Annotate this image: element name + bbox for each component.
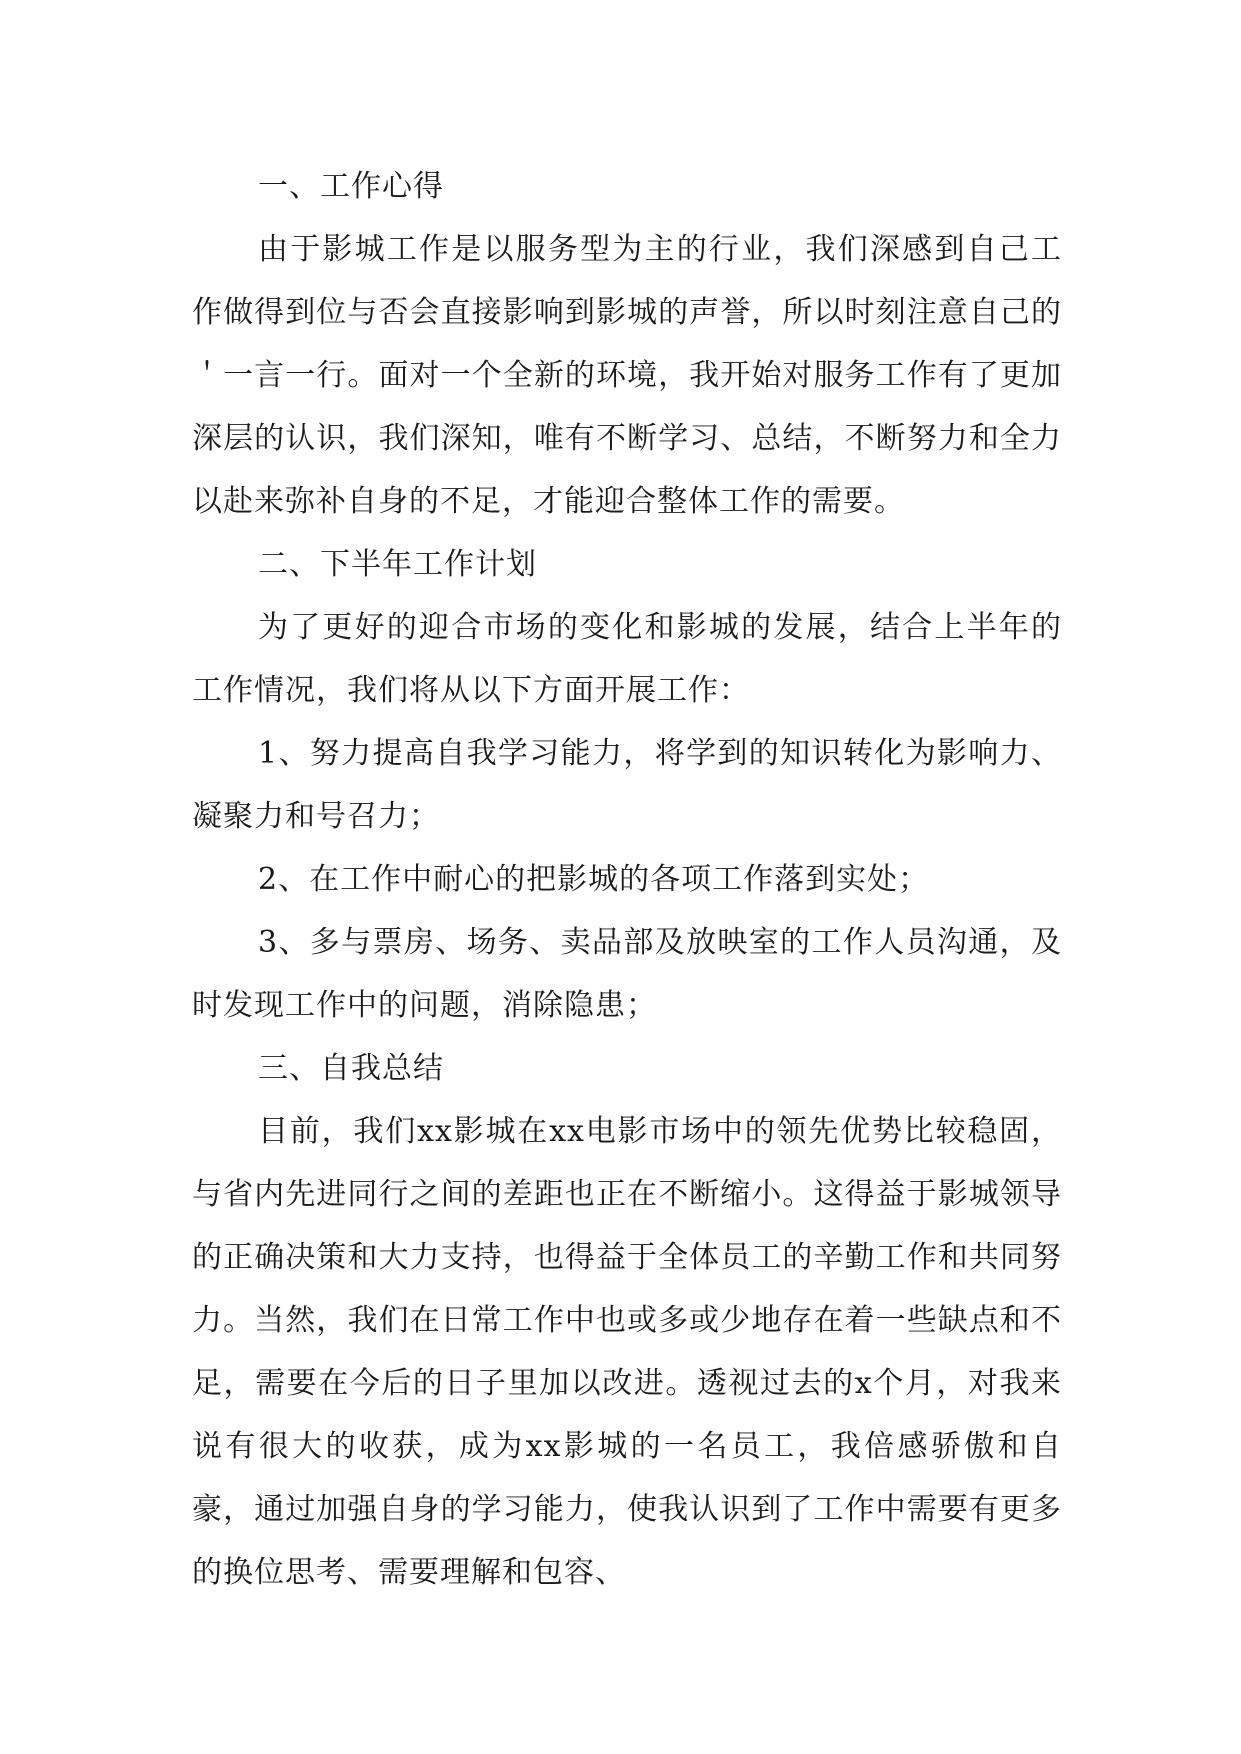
list-item-plan-3: 3、多与票房、场务、卖品部及放映室的工作人员沟通，及时发现工作中的问题，消除隐患；: [192, 925, 1062, 1023]
section-heading-self-summary: 三、自我总结: [258, 1051, 444, 1086]
list-item-plan-2: 2、在工作中耐心的把影城的各项工作落到实处；: [258, 862, 930, 897]
section-heading-second-half-plan: 二、下半年工作计划: [258, 547, 537, 582]
paragraph-self-summary: 目前，我们xx影城在xx电影市场中的领先优势比较稳固，与省内先进同行之间的差距也正在不断缩小。这得益于影城领导的正确决策和大力支持，也得益于全体员工的辛勤工作和共同努力。当然，我们在日常工作中也或多或少地存在着一些缺点和不足，需要在今后的日子里加以改进。透视过去的x个月，对我来说有很大的收获，成为xx影城的一名员工，我倍感骄傲和自豪，通过加强自身的学习能力，使我认识到了工作中需要有更多的换位思考、需要理解和包容、: [192, 1114, 1062, 1590]
paragraph-work-insights: 由于影城工作是以服务型为主的行业，我们深感到自己工作做得到位与否会直接影响到影城的声誉，所以时刻注意自己的＇一言一行。面对一个全新的环境，我开始对服务工作有了更加深层的认识，我们深知，唯有不断学习、总结，不断努力和全力以赴来弥补自身的不足，才能迎合整体工作的需要。: [192, 232, 1062, 519]
paragraph-plan-intro: 为了更好的迎合市场的变化和影城的发展，结合上半年的工作情况，我们将从以下方面开展工作：: [192, 610, 1062, 708]
document-body: [192, 155, 1062, 1604]
section-heading-work-insights: 一、工作心得: [258, 169, 444, 204]
list-item-plan-1: 1、努力提高自我学习能力，将学到的知识转化为影响力、凝聚力和号召力；: [192, 736, 1062, 834]
